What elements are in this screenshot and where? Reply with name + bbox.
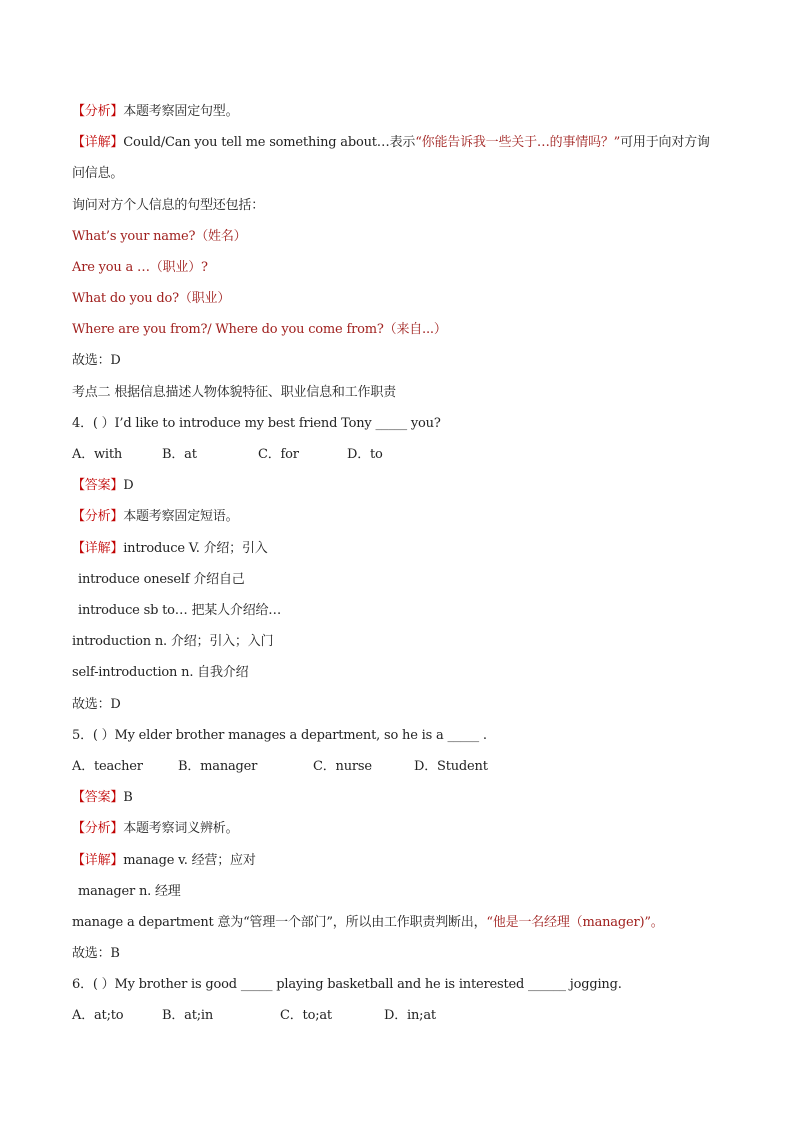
detail-tag: 【详解】 (72, 541, 124, 556)
answer-tag: 【答案】 (72, 478, 124, 493)
option-b: B．at;in (162, 1008, 214, 1023)
analysis-tag: 【分析】 (72, 104, 124, 119)
option-c: C．for (258, 447, 299, 462)
question-stem: 4．( ）I’d like to introduce my best friend Tony _____ you? (72, 416, 441, 431)
analysis-text: 本题考察词义辨析。 (123, 821, 239, 836)
answer-line (72, 789, 133, 807)
example-english: What do you do? (72, 291, 179, 306)
example-english: What’s your name? (72, 229, 196, 244)
detail-end: 可用于向对方询 (620, 135, 710, 150)
example-line (72, 259, 208, 277)
example-line (72, 321, 447, 339)
detail-line-continued: 问信息。 (72, 166, 124, 181)
analysis-line (72, 103, 238, 121)
answer-line (72, 477, 133, 495)
phrase-line: self-introduction n. 自我介绍 (72, 665, 249, 680)
section-title: 考点二 根据信息描述人物体貌特征、职业信息和工作职责 (72, 385, 396, 400)
example-line (72, 228, 246, 246)
example-chinese: （来自...） (383, 322, 447, 337)
analysis-text: 本题考察固定句型。 (123, 104, 239, 119)
analysis-tag: 【分析】 (72, 509, 124, 524)
analysis-line (72, 508, 238, 526)
option-c: C．nurse (313, 759, 372, 774)
detail-text: manage v. 经营；应对 (123, 853, 256, 868)
choice-line: 故选：B (72, 946, 120, 961)
detail-mid: 表示 (389, 135, 416, 150)
options-row (72, 446, 672, 464)
example-english: Where are you from?/ Where do you come from? (72, 322, 384, 337)
detail-tag: 【详解】 (72, 135, 124, 150)
detail-line (72, 540, 268, 558)
option-d: D．in;at (384, 1008, 436, 1023)
explanation-quote: “他是一名经理（manager)”。 (486, 915, 664, 930)
phrase-line: introduce oneself 介绍自己 (78, 572, 245, 587)
phrase-line: manager n. 经理 (78, 884, 181, 899)
detail-english: Could/Can you tell me something about… (123, 135, 390, 150)
option-a: A．teacher (72, 759, 143, 774)
detail-line (72, 852, 256, 870)
phrase-line: introduction n. 介绍；引入；入门 (72, 634, 274, 649)
detail-line (72, 134, 710, 152)
choice-line: 故选：D (72, 353, 121, 368)
answer-value: B (123, 790, 133, 805)
question-stem: 6．( ）My brother is good _____ playing basketball and he is interested ______ jogging. (72, 977, 622, 992)
option-b: B．at (162, 447, 197, 462)
example-chinese: （职业）? (149, 260, 208, 275)
explanation-text: manage a department 意为“管理一个部门”，所以由工作职责判断出， (72, 915, 487, 930)
analysis-tag: 【分析】 (72, 821, 124, 836)
option-c: C．to;at (280, 1008, 332, 1023)
detail-tag: 【详解】 (72, 853, 124, 868)
option-b: B．manager (178, 759, 258, 774)
choice-line: 故选：D (72, 697, 121, 712)
option-d: D．to (347, 447, 383, 462)
options-row (72, 1007, 672, 1025)
options-row (72, 758, 672, 776)
phrase-line: introduce sb to… 把某人介绍给… (78, 603, 282, 618)
example-chinese: （姓名） (195, 229, 247, 244)
option-a: A．with (72, 447, 123, 462)
answer-tag: 【答案】 (72, 790, 124, 805)
example-chinese: （职业） (178, 291, 231, 306)
analysis-line (72, 820, 238, 838)
explanation-line (72, 914, 664, 932)
answer-value: D (123, 478, 134, 493)
example-line (72, 290, 230, 308)
option-d: D．Student (414, 759, 488, 774)
analysis-text: 本题考察固定短语。 (123, 509, 239, 524)
question-stem: 5．( ）My elder brother manages a department, so he is a _____ . (72, 728, 487, 743)
detail-text: introduce V. 介绍；引入 (123, 541, 268, 556)
example-english: Are you a … (72, 260, 150, 275)
option-a: A．at;to (72, 1008, 124, 1023)
list-intro: 询问对方个人信息的句型还包括： (72, 198, 265, 213)
detail-quote: “你能告诉我一些关于…的事情吗？” (415, 135, 621, 150)
